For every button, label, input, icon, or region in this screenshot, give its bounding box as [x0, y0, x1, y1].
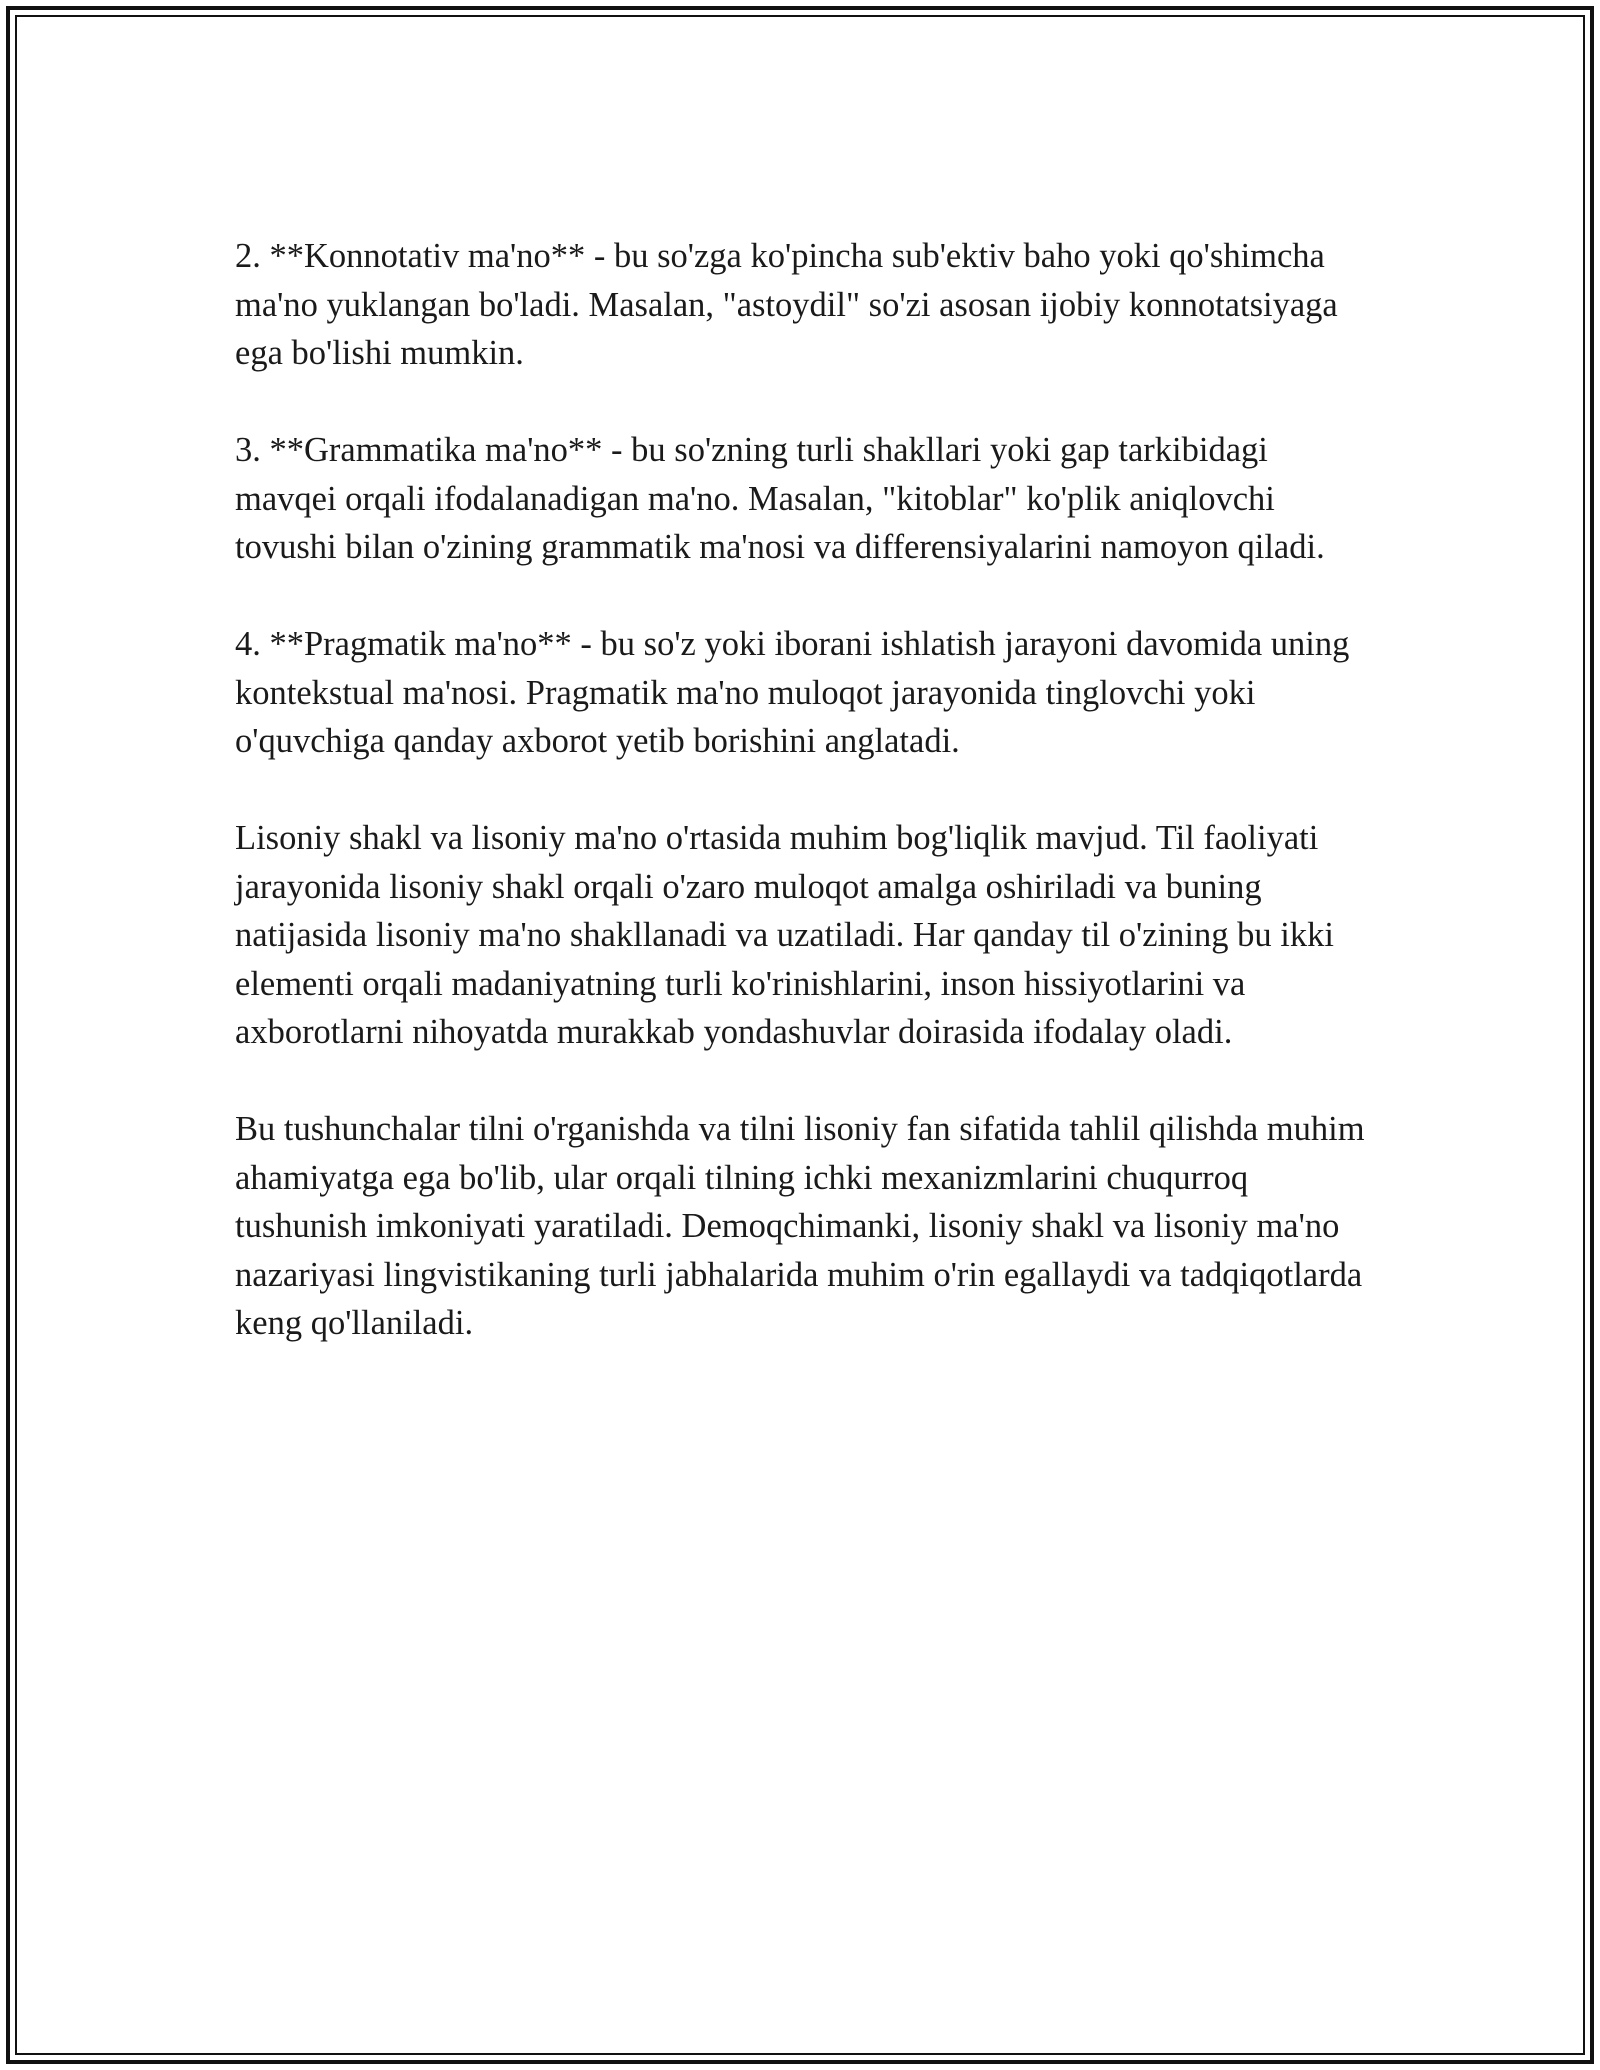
paragraph-conclusion: Bu tushunchalar tilni o'rganishda va tilni lisoniy fan sifatida tahlil qilishda muhim ahamiyatga ega bo'lib, ular orqali tilning ichki mexanizmlarini chuqurroq tushunish imkoniyati yaratiladi. Demoqchimanki, lisoniy shakl va lisoniy ma'no nazariyasi lingvistikaning turli jabhalarida muhim o'rin egallaydi va tadqiqotlarda keng qo'llaniladi. — [235, 1110, 1365, 1342]
paragraph-pragmatik: 4. **Pragmatik ma'no** - bu so'z yoki iborani ishlatish jarayoni davomida uning kontekstual ma'nosi. Pragmatik ma'no muloqot jarayonida tinglovchi yoki o'quvchiga qanday axborot yetib borishini anglatadi. — [235, 625, 1350, 760]
paragraph-konnotativ: 2. **Konnotativ ma'no** - bu so'zga ko'pincha sub'ektiv baho yoki qo'shimcha ma'no yuklangan bo'ladi. Masalan, "astoydil" so'zi asosan ijobiy konnotatsiyaga ega bo'lishi mumkin. — [235, 237, 1338, 372]
paragraph-lisoniy-shakl: Lisoniy shakl va lisoniy ma'no o'rtasida muhim bog'liqlik mavjud. Til faoliyati jarayonida lisoniy shakl orqali o'zaro muloqot amalga oshiriladi va buning natijasida lisoniy ma'no shakllanadi va uzatiladi. Har qanday til o'zining bu ikki elementi orqali madaniyatning turli ko'rinishlarini, inson hissiyotlarini va axborotlarni nihoyatda murakkab yondashuvlar doirasida ifodalay oladi. — [235, 819, 1334, 1051]
paragraph-grammatika: 3. **Grammatika ma'no** - bu so'zning turli shakllari yoki gap tarkibidagi mavqei orqali ifodalanadigan ma'no. Masalan, "kitoblar" ko'plik aniqlovchi tovushi bilan o'zining grammatik ma'nosi va differensiyalarini namoyon qiladi. — [235, 431, 1325, 566]
document-body — [235, 232, 1375, 1348]
